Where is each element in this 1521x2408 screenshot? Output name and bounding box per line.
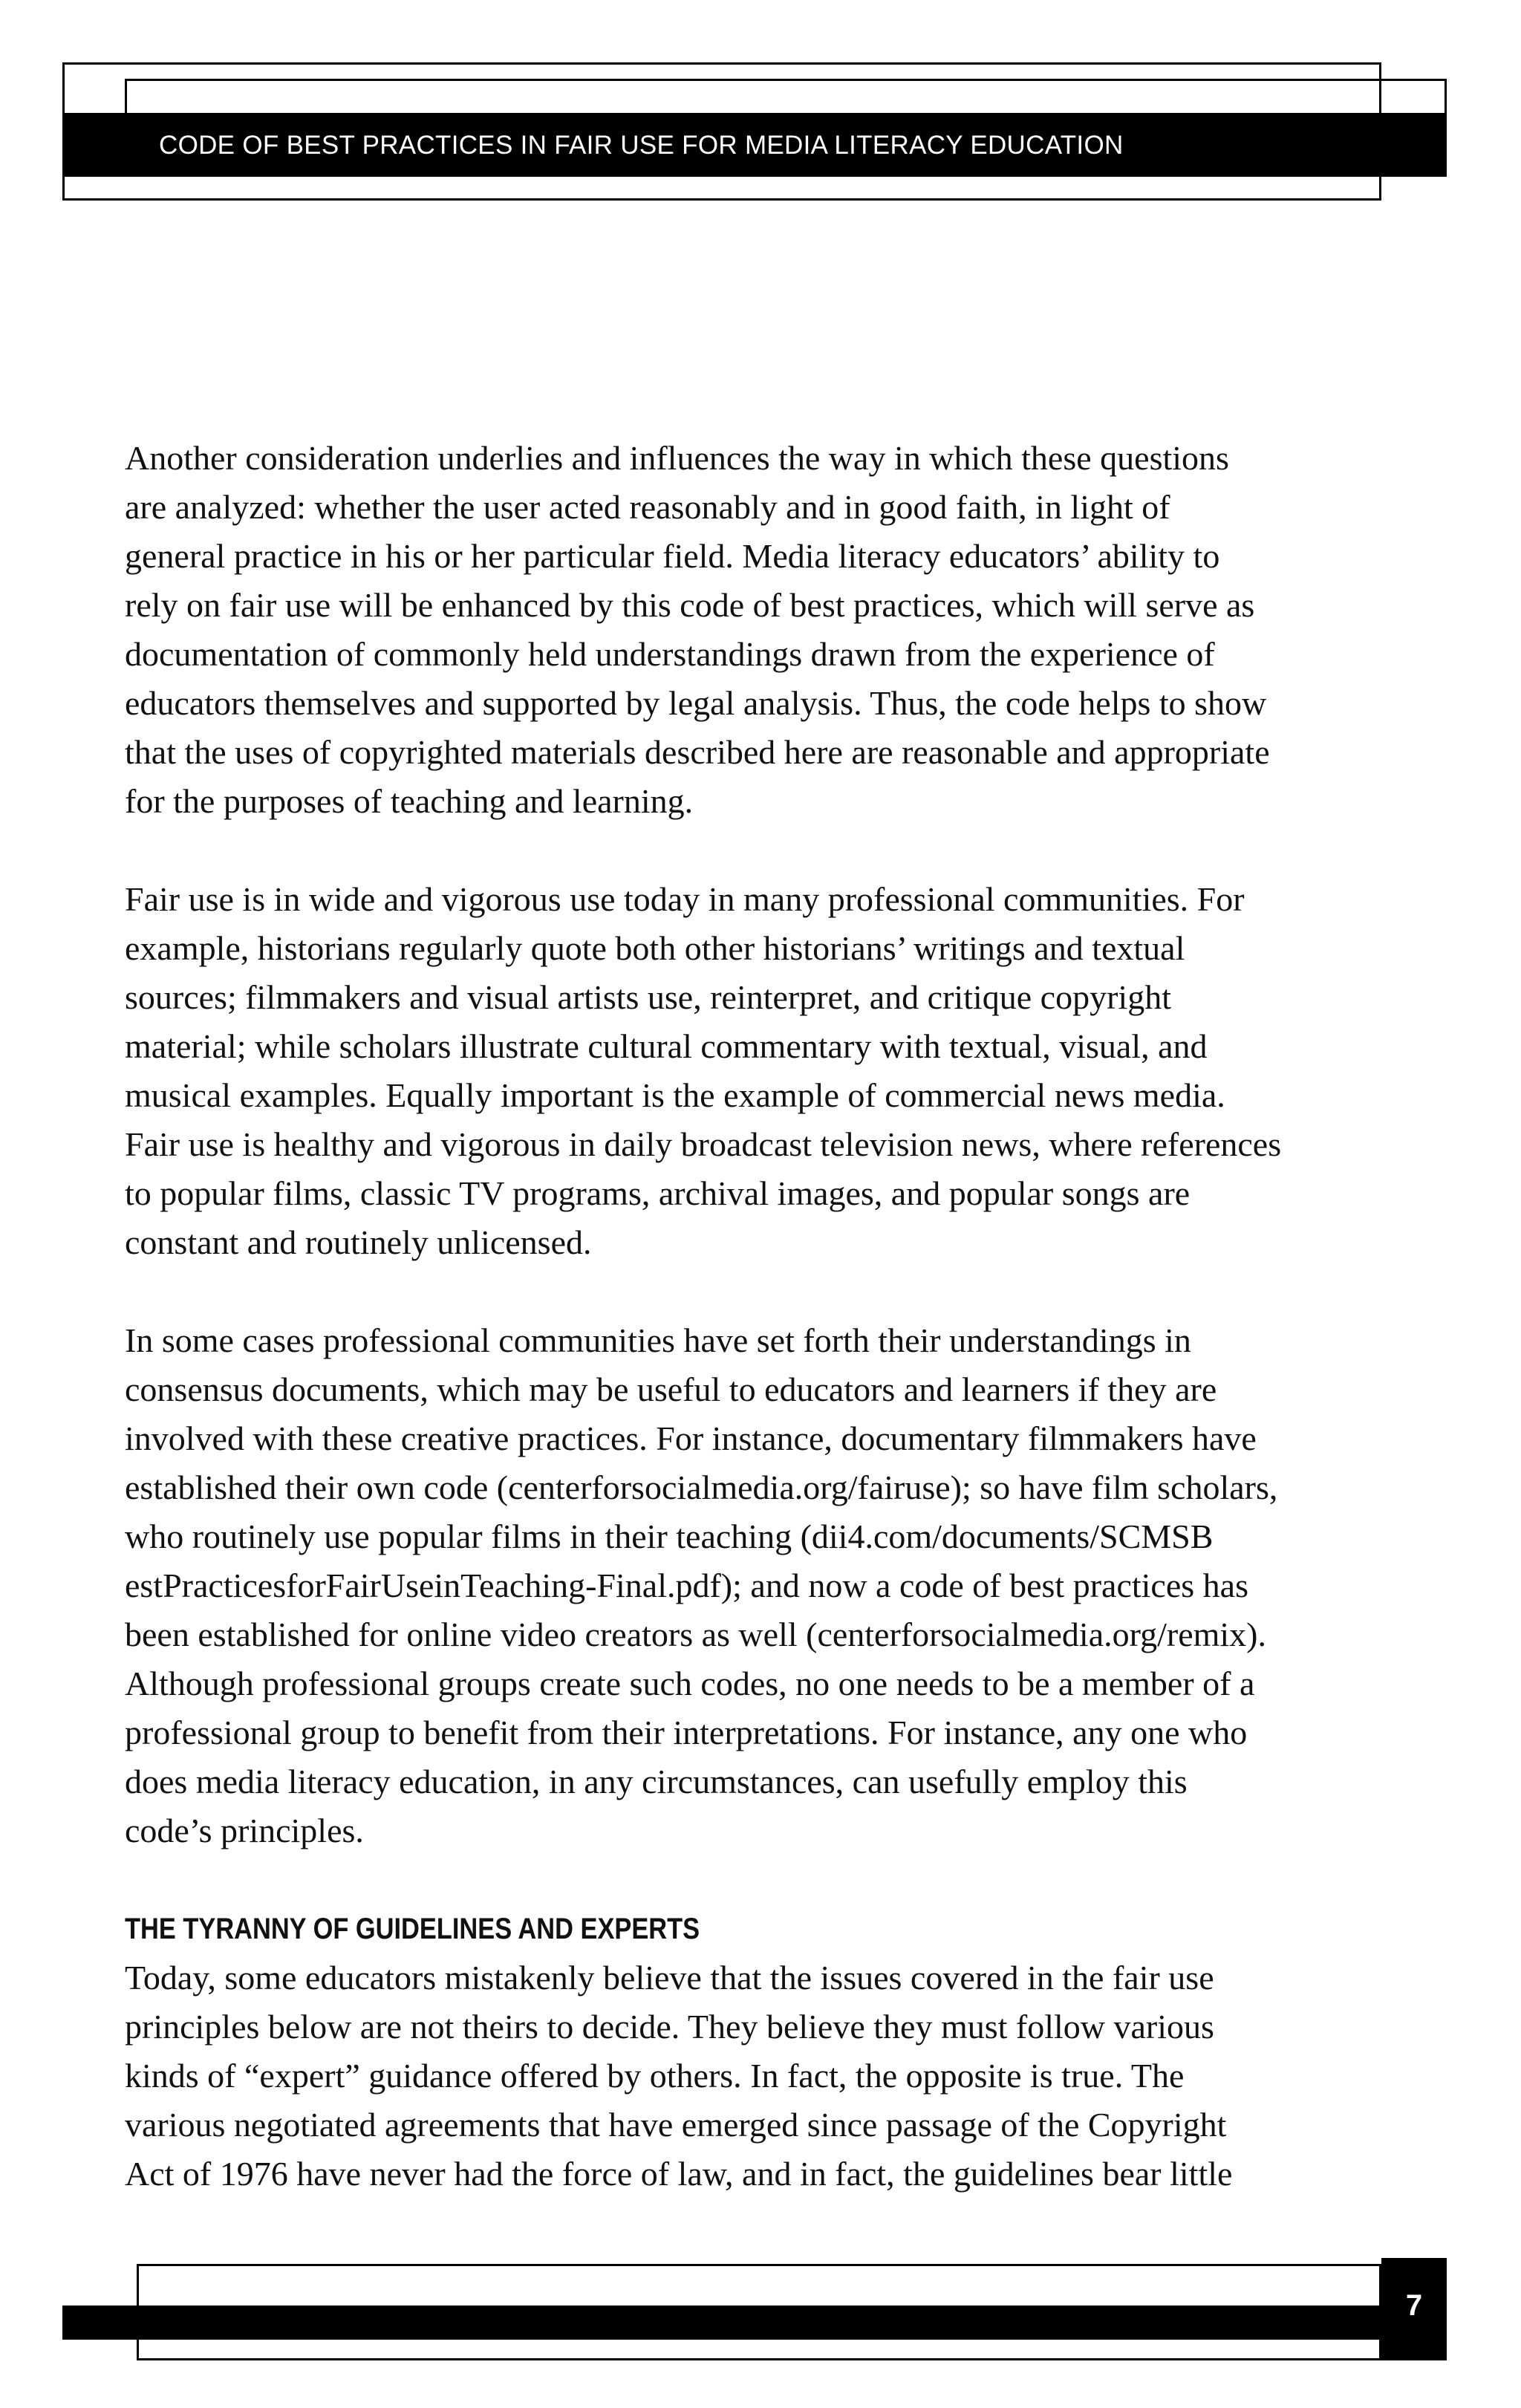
text-line: example, historians regularly quote both other historians’ writings and textual bbox=[125, 929, 1185, 967]
text-line: Today, some educators mistakenly believe that the issues covered in the fair use bbox=[125, 1959, 1214, 1997]
text-line: professional group to benefit from their interpretations. For instance, any one who bbox=[125, 1714, 1248, 1751]
text-line: that the uses of copyrighted materials described here are reasonable and appropriate bbox=[125, 733, 1270, 771]
page-number: 7 bbox=[1405, 2289, 1423, 2322]
text-line: various negotiated agreements that have emerged since passage of the Copyright bbox=[125, 2106, 1227, 2144]
text-line: material; while scholars illustrate cultural commentary with textual, visual, and bbox=[125, 1027, 1208, 1065]
text-line: kinds of “expert” guidance offered by others. In fact, the opposite is true. The bbox=[125, 2057, 1185, 2095]
footer-bar bbox=[62, 2306, 1447, 2340]
text-line: general practice in his or her particular field. Media literacy educators’ ability to bbox=[125, 537, 1220, 575]
text-line: sources; filmmakers and visual artists use, reinterpret, and critique copyright bbox=[125, 978, 1171, 1016]
text-line: Fair use is in wide and vigorous use today in many professional communities. For bbox=[125, 880, 1245, 918]
paragraph-spacer bbox=[125, 1267, 1387, 1316]
text-line: In some cases professional communities have set forth their understandings in bbox=[125, 1321, 1191, 1359]
text-line: musical examples. Equally important is the example of commercial news media. bbox=[125, 1076, 1225, 1114]
text-line: consensus documents, which may be useful to educators and learners if they are bbox=[125, 1370, 1217, 1408]
paragraph-spacer bbox=[125, 826, 1387, 875]
text-line: constant and routinely unlicensed. bbox=[125, 1223, 592, 1261]
text-line: Act of 1976 have never had the force of law, and in fact, the guidelines bear little bbox=[125, 2155, 1233, 2193]
paragraph bbox=[125, 434, 1387, 826]
text-line: Although professional groups create such codes, no one needs to be a member of a bbox=[125, 1665, 1255, 1702]
running-header-title: CODE OF BEST PRACTICES IN FAIR USE FOR MEDIA LITERACY EDUCATION bbox=[159, 131, 1124, 160]
section-heading: THE TYRANNY OF GUIDELINES AND EXPERTS bbox=[125, 1913, 700, 1945]
text-line: who routinely use popular films in their teaching (dii4.com/documents/SCMSB bbox=[125, 1517, 1214, 1555]
text-line: code’s principles. bbox=[125, 1812, 364, 1849]
text-line: Another consideration underlies and influences the way in which these questions bbox=[125, 439, 1229, 477]
text-line: established their own code (centerforsocialmedia.org/fairuse); so have film scholars, bbox=[125, 1468, 1278, 1506]
text-line: does media literacy education, in any circumstances, can usefully employ this bbox=[125, 1763, 1188, 1800]
text-line: been established for online video creators as well (centerforsocialmedia.org/remix). bbox=[125, 1615, 1267, 1653]
text-line: Fair use is healthy and vigorous in daily broadcast television news, where references bbox=[125, 1125, 1282, 1163]
text-line: estPracticesforFairUseinTeaching-Final.pdf); and now a code of best practices has bbox=[125, 1566, 1248, 1604]
text-line: involved with these creative practices. For instance, documentary filmmakers have bbox=[125, 1419, 1257, 1457]
paragraph bbox=[125, 1316, 1387, 1855]
text-line: principles below are not theirs to decide. They believe they must follow various bbox=[125, 2008, 1214, 2046]
text-line: to popular films, classic TV programs, archival images, and popular songs are bbox=[125, 1174, 1191, 1212]
page-body bbox=[125, 434, 1387, 2199]
paragraph bbox=[125, 875, 1387, 1267]
paragraph bbox=[125, 1953, 1387, 2199]
text-line: documentation of commonly held understandings drawn from the experience of bbox=[125, 635, 1215, 673]
text-line: rely on fair use will be enhanced by this code of best practices, which will serve as bbox=[125, 586, 1255, 624]
text-line: for the purposes of teaching and learning. bbox=[125, 782, 694, 820]
text-line: are analyzed: whether the user acted reasonably and in good faith, in light of bbox=[125, 488, 1170, 526]
text-line: educators themselves and supported by legal analysis. Thus, the code helps to show bbox=[125, 684, 1267, 722]
paragraph-spacer bbox=[125, 1855, 1387, 1904]
